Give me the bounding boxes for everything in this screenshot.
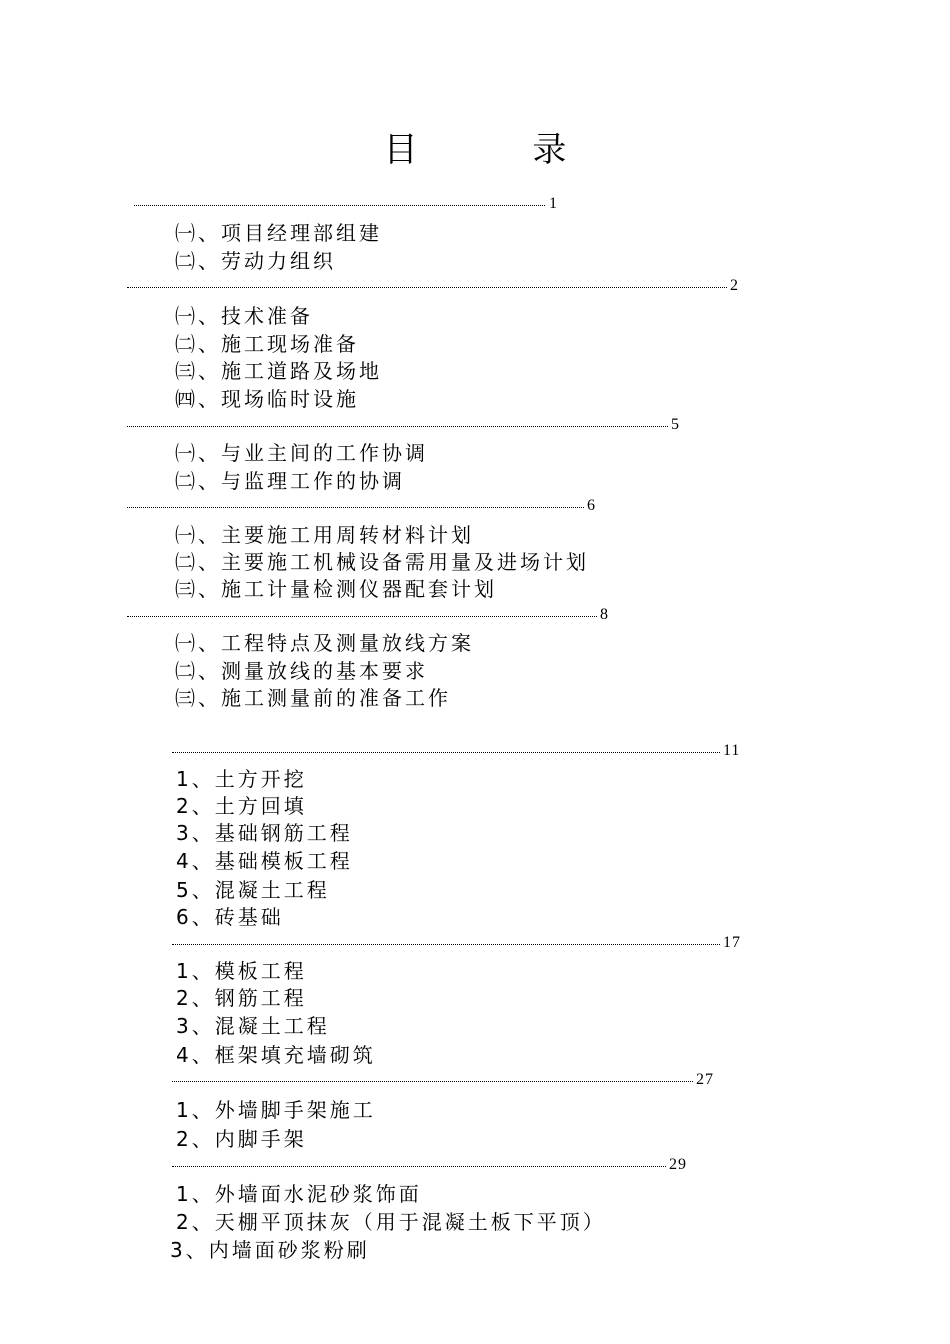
toc-item[interactable]: 2、土方回填 [176, 794, 307, 818]
toc-item[interactable]: 5、混凝土工程 [176, 878, 330, 902]
toc-item[interactable]: 2、天棚平顶抹灰（用于混凝土板下平顶） [176, 1210, 606, 1234]
toc-page-number: 27 [696, 1071, 714, 1088]
dotted-leader-line [127, 616, 597, 617]
toc-item[interactable]: 1、模板工程 [176, 959, 307, 983]
toc-page-number: 29 [669, 1156, 687, 1173]
toc-item[interactable]: 3、内墙面砂浆粉刷 [170, 1238, 370, 1262]
toc-page-number: 5 [671, 416, 680, 433]
dotted-leader-line [172, 1166, 666, 1167]
toc-title: 目 录 [383, 130, 619, 170]
toc-item[interactable]: ㈡、与监理工作的协调 [175, 469, 405, 493]
toc-page-number: 11 [723, 742, 741, 759]
toc-item[interactable]: ㈡、主要施工机械设备需用量及进场计划 [175, 550, 589, 574]
toc-page-number: 2 [730, 277, 739, 294]
toc-item[interactable]: ㈢、施工测量前的准备工作 [175, 686, 451, 710]
toc-page-number: 6 [587, 497, 596, 514]
toc-item[interactable]: ㈠、项目经理部组建 [175, 221, 382, 245]
dotted-leader-line [127, 426, 668, 427]
dotted-leader-line [127, 287, 727, 288]
toc-item[interactable]: 1、外墙面水泥砂浆饰面 [176, 1182, 422, 1206]
toc-item[interactable]: ㈡、测量放线的基本要求 [175, 659, 428, 683]
toc-page-number: 8 [600, 606, 609, 623]
toc-item[interactable]: 2、钢筋工程 [176, 986, 307, 1010]
toc-item[interactable]: 6、砖基础 [176, 905, 284, 929]
toc-item[interactable]: 4、基础模板工程 [176, 849, 353, 873]
dotted-leader-line [127, 507, 584, 508]
toc-item[interactable]: ㈡、施工现场准备 [175, 332, 359, 356]
toc-item[interactable]: ㈠、与业主间的工作协调 [175, 441, 428, 465]
toc-item[interactable]: ㈣、现场临时设施 [175, 387, 359, 411]
dotted-leader-line [172, 752, 720, 753]
dotted-leader-line [134, 205, 545, 206]
dotted-leader-line [172, 1081, 693, 1082]
toc-item[interactable]: 1、土方开挖 [176, 767, 307, 791]
toc-item[interactable]: ㈢、施工道路及场地 [175, 359, 382, 383]
toc-item[interactable]: ㈢、施工计量检测仪器配套计划 [175, 577, 497, 601]
toc-item[interactable]: ㈡、劳动力组织 [175, 249, 336, 273]
toc-page-number: 17 [723, 934, 741, 951]
toc-item[interactable]: ㈠、主要施工用周转材料计划 [175, 523, 474, 547]
toc-item[interactable]: 3、混凝土工程 [176, 1014, 330, 1038]
toc-item[interactable]: 2、内脚手架 [176, 1127, 307, 1151]
toc-item[interactable]: 4、框架填充墙砌筑 [176, 1043, 376, 1067]
dotted-leader-line [172, 944, 720, 945]
toc-item[interactable]: 1、外墙脚手架施工 [176, 1098, 376, 1122]
toc-item[interactable]: ㈠、技术准备 [175, 304, 313, 328]
toc-item[interactable]: ㈠、工程特点及测量放线方案 [175, 631, 474, 655]
toc-item[interactable]: 3、基础钢筋工程 [176, 821, 353, 845]
toc-page-number: 1 [549, 195, 558, 212]
